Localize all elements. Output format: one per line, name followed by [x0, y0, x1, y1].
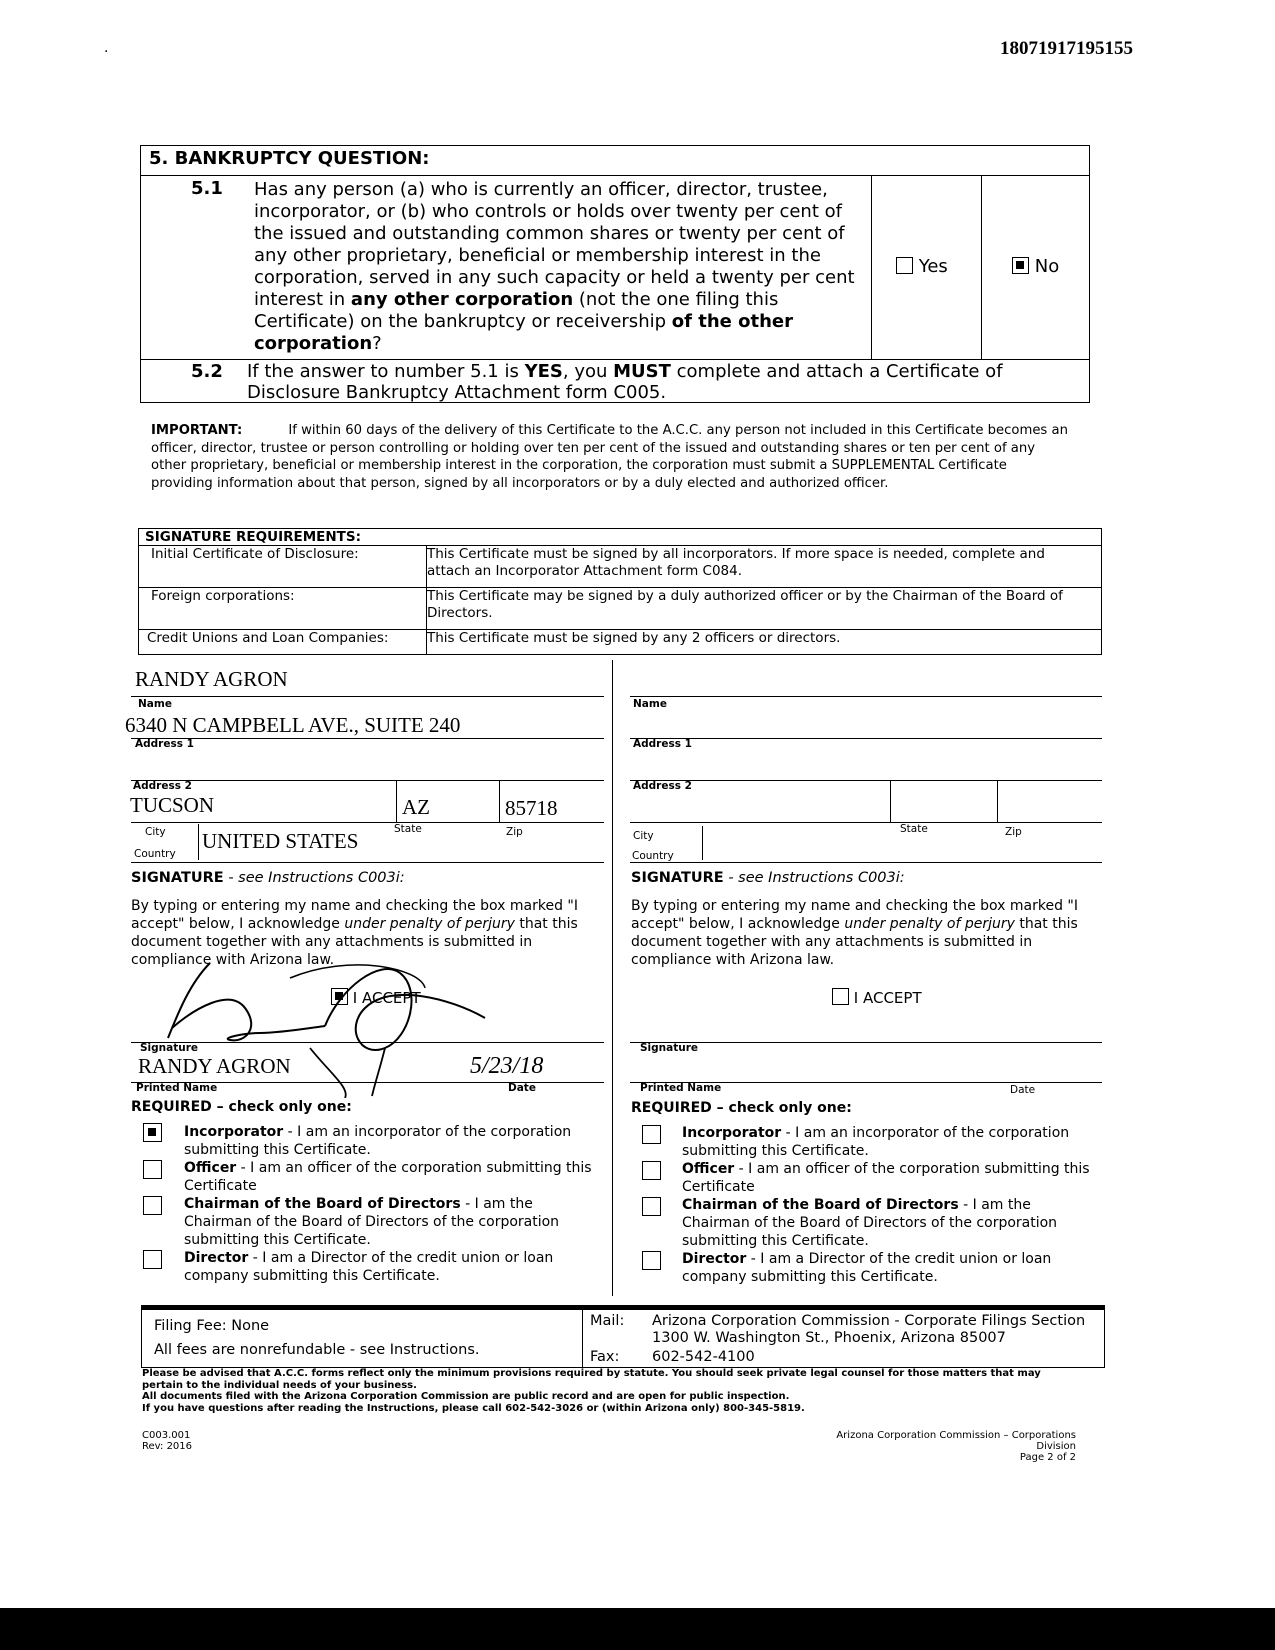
signer-1-country[interactable]: UNITED STATES [202, 829, 359, 853]
column-divider [612, 660, 613, 1296]
date-label: Date [1010, 1084, 1036, 1096]
requirement-type: Foreign corporations: [151, 588, 295, 604]
question-5-1-text: Has any person (a) who is currently an officer, director, trustee, incorporator, or (b) who controls or holds over twenty per cent of the issued and outstanding common shares or twenty per cent of any other proprietary, beneficial or membership interest in the corporation, served in any such capacity or held a twenty per cent interest in any other corporation (not the one filing this Certificate) on the bankruptcy or receivership of the other corporation? [254, 179, 855, 354]
requirement-type: Initial Certificate of Disclosure: [151, 546, 359, 562]
important-text: If within 60 days of the delivery of this Certificate to the A.C.C. any person not included in this Certificate becomes an officer, director, trustee or person controlling or holding over ten per cent of the issued and outstanding shares or ten per cent of any other proprietary, beneficial or membership interest in the corporation, the corporation must submit a SUPPLEMENTAL Certificate providing information about that person, signed by all incorporators or by a duly elected and authorized officer. [151, 423, 1068, 491]
role-chairman: Chairman of the Board of Directors - I am the Chairman of the Board of Directors of the corporation submitting this Certificate. [682, 1197, 1058, 1249]
fax-number: 602-542-4100 [652, 1349, 755, 1365]
signature-requirements-table [138, 528, 1102, 655]
mail-label: Mail: [590, 1313, 625, 1329]
form-code: C003.001 Rev: 2016 [142, 1430, 193, 1452]
address1-label: Address 1 [633, 738, 692, 750]
bankruptcy-section [140, 145, 1090, 403]
document-id: 18071917195155 [1000, 38, 1133, 59]
requirement-row [139, 545, 1101, 586]
no-cell [981, 176, 1090, 359]
role-director: Director - I am a Director of the credit union or loan company submitting this Certificate. [682, 1251, 1052, 1285]
signer-2-accept-checkbox[interactable] [832, 988, 849, 1005]
signature-label: Signature [140, 1042, 199, 1054]
filing-fee: Filing Fee: None [154, 1318, 270, 1334]
bankruptcy-instruction-row [141, 359, 1089, 404]
signer-2-role-director-checkbox[interactable] [642, 1251, 661, 1270]
city-label: City [145, 826, 166, 838]
role-chairman: Chairman of the Board of Directors - I am the Chairman of the Board of Directors of the corporation submitting this Certificate. [184, 1196, 560, 1248]
country-label: Country [134, 848, 176, 860]
filing-fee-box [141, 1305, 1105, 1368]
signer-2-accept[interactable] [832, 988, 922, 1007]
signature-label: Signature [640, 1042, 699, 1054]
requirement-row [139, 587, 1101, 628]
requirement-row [139, 629, 1101, 654]
important-notice [151, 422, 1071, 492]
question-5-2-text: If the answer to number 5.1 is YES, you MUST complete and attach a Certificate of Disclosure Bankruptcy Attachment form C005. [247, 361, 1003, 403]
no-option[interactable] [1012, 256, 1059, 277]
address2-label: Address 2 [133, 780, 192, 792]
signer-1-role-chairman-checkbox[interactable] [143, 1196, 162, 1215]
requirement-type: Credit Unions and Loan Companies: [147, 630, 389, 646]
yes-option[interactable] [896, 256, 948, 277]
zip-label: Zip [1005, 826, 1022, 838]
signer-1-role-officer-checkbox[interactable] [143, 1160, 162, 1179]
scan-speck: · [104, 44, 109, 60]
requirement-text: This Certificate may be signed by a duly authorized officer or by the Chairman of the Board of Directors. [427, 588, 1063, 621]
accept-label: I ACCEPT [853, 989, 922, 1007]
name-label: Name [138, 698, 172, 710]
signer-1-printed-name[interactable]: RANDY AGRON [138, 1054, 291, 1078]
mail-address: Arizona Corporation Commission - Corporate Filings Section 1300 W. Washington St., Phoenix, Arizona 85007 [652, 1313, 1086, 1346]
state-label: State [900, 823, 928, 835]
scan-border [0, 1608, 1275, 1650]
signer-2-role-chairman-checkbox[interactable] [642, 1197, 661, 1216]
signer-1-name[interactable]: RANDY AGRON [135, 667, 288, 691]
yes-label: Yes [918, 256, 948, 277]
signer-1-role-incorporator-checkbox[interactable] [143, 1123, 162, 1142]
no-checkbox[interactable] [1012, 257, 1029, 274]
role-incorporator: Incorporator - I am an incorporator of the corporation submitting this Certificate. [682, 1125, 1070, 1159]
yes-cell [871, 176, 982, 359]
signer-1-state[interactable]: AZ [402, 795, 430, 819]
signer-1-address1[interactable]: 6340 N CAMPBELL AVE., SUITE 240 [125, 713, 461, 737]
no-label: No [1034, 256, 1060, 277]
signature-attestation: By typing or entering my name and checking the box marked "I accept" below, I acknowledge under penalty of perjury that this document together with any attachments is submitted in compliance with Arizona law. [131, 898, 579, 968]
bankruptcy-question-row [141, 176, 1089, 360]
bankruptcy-heading: 5. BANKRUPTCY QUESTION: [141, 146, 1089, 176]
role-officer: Officer - I am an officer of the corporation submitting this Certificate [682, 1161, 1090, 1195]
country-label: Country [632, 850, 674, 862]
date-label: Date [508, 1082, 536, 1094]
role-incorporator: Incorporator - I am an incorporator of the corporation submitting this Certificate. [184, 1124, 572, 1158]
address2-label: Address 2 [633, 780, 692, 792]
commission-footer: Arizona Corporation Commission – Corporations Division Page 2 of 2 [836, 1430, 1076, 1463]
signer-1-city[interactable]: TUCSON [130, 793, 215, 817]
requirement-text: This Certificate must be signed by all incorporators. If more space is needed, complete and attach an Incorporator Attachment form C084. [427, 546, 1045, 579]
signature-requirements-heading: SIGNATURE REQUIREMENTS: [145, 529, 361, 545]
signer-1-zip[interactable]: 85718 [505, 796, 558, 820]
signer-2-role-officer-checkbox[interactable] [642, 1161, 661, 1180]
name-label: Name [633, 698, 667, 710]
address1-label: Address 1 [135, 738, 194, 750]
role-officer: Officer - I am an officer of the corporation submitting this Certificate [184, 1160, 592, 1194]
required-heading: REQUIRED – check only one: [631, 1100, 852, 1116]
accept-label: I ACCEPT [352, 989, 421, 1007]
important-label: IMPORTANT: [151, 423, 243, 438]
question-number-5-2: 5.2 [191, 361, 223, 382]
fine-print: Please be advised that A.C.C. forms reflect only the minimum provisions required by statute. You should seek private legal counsel for those matters that may pertain to the individual needs of your business. All documents filed with the Arizona Corporation Commission are public record and are open for public inspection. If you have questions after reading the Instructions, please call 602-542-3026 or (within Arizona only) 800-345-5819. [142, 1368, 1041, 1414]
state-label: State [394, 823, 422, 835]
question-number-5-1: 5.1 [191, 178, 223, 199]
signer-2-role-incorporator-checkbox[interactable] [642, 1125, 661, 1144]
requirement-text: This Certificate must be signed by any 2 officers or directors. [427, 630, 841, 646]
printed-name-label: Printed Name [136, 1082, 218, 1094]
signature-heading: SIGNATURE - see Instructions C003i: [631, 870, 905, 886]
yes-checkbox[interactable] [896, 257, 913, 274]
nonrefundable-note: All fees are nonrefundable - see Instructions. [154, 1342, 480, 1358]
city-label: City [633, 830, 654, 842]
required-heading: REQUIRED – check only one: [131, 1099, 352, 1115]
zip-label: Zip [506, 826, 523, 838]
signature-heading: SIGNATURE - see Instructions C003i: [131, 870, 405, 886]
signer-1-role-director-checkbox[interactable] [143, 1250, 162, 1269]
printed-name-label: Printed Name [640, 1082, 722, 1094]
fax-label: Fax: [590, 1349, 620, 1365]
role-director: Director - I am a Director of the credit union or loan company submitting this Certificate. [184, 1250, 554, 1284]
signature-attestation: By typing or entering my name and checking the box marked "I accept" below, I acknowledge under penalty of perjury that this document together with any attachments is submitted in compliance with Arizona law. [631, 898, 1079, 968]
signer-1-date[interactable]: 5/23/18 [470, 1053, 544, 1079]
